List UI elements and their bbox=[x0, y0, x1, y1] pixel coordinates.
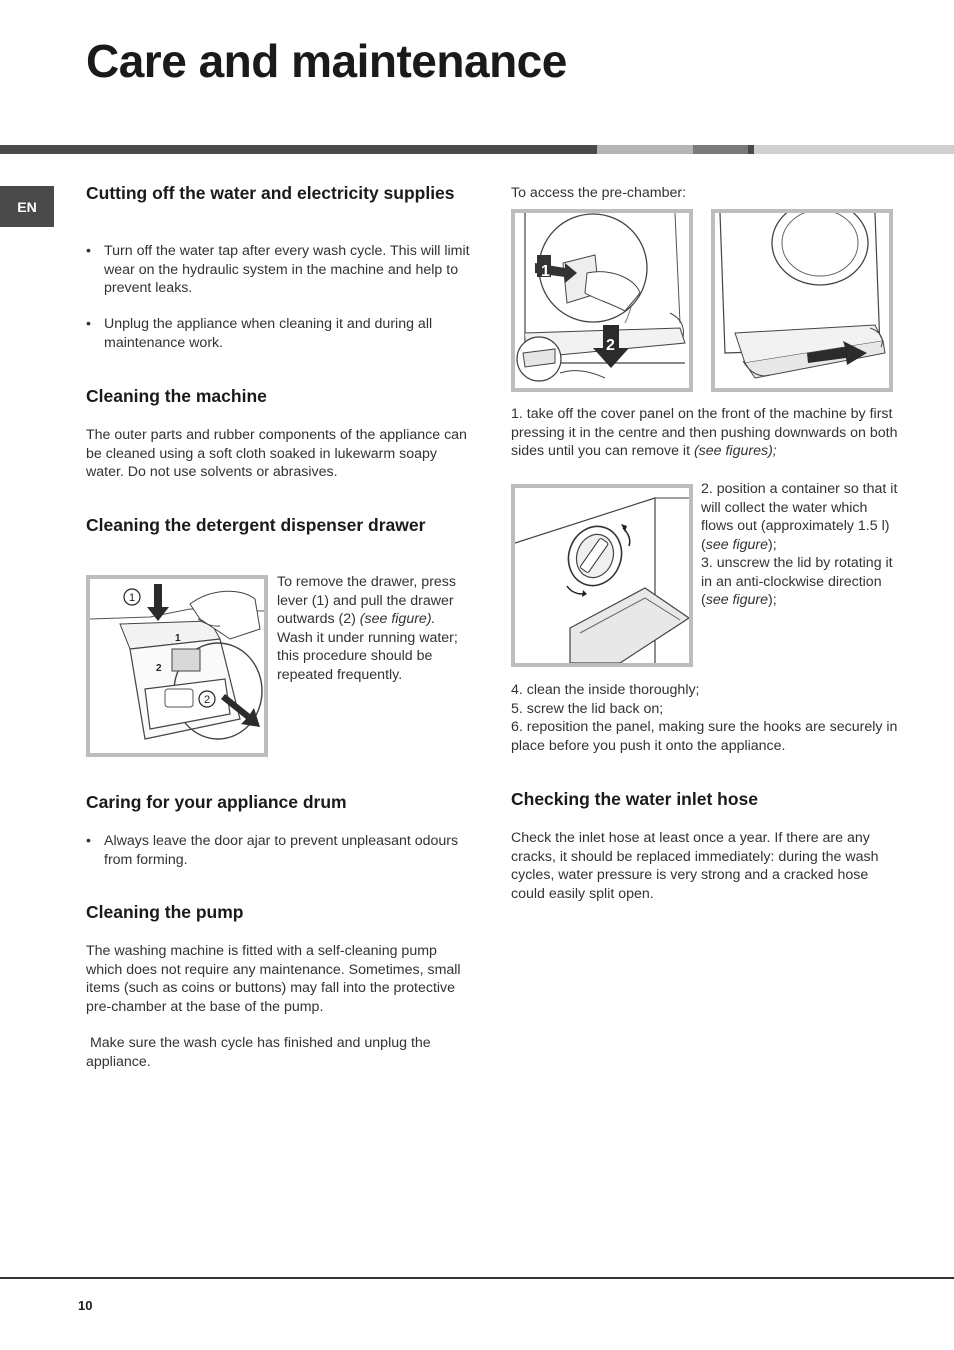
heading-drum: Caring for your appliance drum bbox=[86, 792, 347, 812]
step2-see-figure: see figure bbox=[705, 536, 769, 553]
detergent-drawer-illustration bbox=[90, 579, 264, 753]
text-detergent-drawer bbox=[277, 573, 472, 684]
bullet-unplug: • Unplug the appliance when cleaning it and during all maintenance work. bbox=[86, 315, 476, 352]
header-band-mid bbox=[597, 145, 693, 154]
step6-text: 6. reposition the panel, making sure the hooks are securely in place before you push it onto the appliance. bbox=[511, 719, 898, 754]
text-steps-4-6 bbox=[511, 681, 903, 755]
step2-end: ); bbox=[768, 536, 777, 553]
drawer-text-see-figure: (see figure). bbox=[359, 611, 436, 627]
text-prechamber-intro: To access the pre-chamber: bbox=[511, 185, 687, 201]
lever-label-1: 1 bbox=[175, 633, 181, 644]
page-number: 10 bbox=[78, 1298, 93, 1313]
callout-step-1: 1 bbox=[541, 263, 550, 280]
step2-text: 2. position a container so that it will collect the water which flows out (approximately 1.5 l) ( bbox=[701, 481, 898, 553]
header-band-darkmid bbox=[693, 145, 748, 154]
callout-2: 2 bbox=[203, 694, 211, 706]
step1-text: 1. take off the cover panel on the front of the machine by first pressing it in the centre and then pushing downwards on both sides until you can remove it bbox=[511, 406, 898, 459]
drawer-text-c: Wash it under running water; this procedure should be repeated frequently. bbox=[277, 629, 458, 683]
page-title: Care and maintenance bbox=[86, 35, 567, 87]
bullet-door-ajar: • Always leave the door ajar to prevent unpleasant odours from forming. bbox=[86, 832, 490, 869]
heading-pump: Cleaning the pump bbox=[86, 902, 244, 922]
heading-inlet-hose: Checking the water inlet hose bbox=[511, 789, 758, 809]
figure-cover-panel-press bbox=[511, 209, 693, 392]
header-band-light bbox=[754, 145, 954, 154]
callout-step-2: 2 bbox=[606, 337, 615, 354]
heading-cleaning-machine: Cleaning the machine bbox=[86, 386, 267, 406]
text-pump-1: The washing machine is fitted with a self-cleaning pump which does not require any maintenance. Sometimes, small items (such as coins or buttons) may fall into the protective pre-chamber at the base of the pump. bbox=[86, 943, 461, 1015]
step3-end: ); bbox=[768, 592, 777, 608]
figure-detergent-drawer bbox=[86, 575, 268, 757]
callout-1: 1 bbox=[128, 592, 136, 604]
step1-see-figures: (see figures); bbox=[693, 443, 777, 459]
heading-supplies: Cutting off the water and electricity supplies bbox=[86, 183, 455, 203]
text-pump-2: Make sure the wash cycle has finished and unplug the appliance. bbox=[86, 1035, 435, 1070]
heading-detergent-drawer: Cleaning the detergent dispenser drawer bbox=[86, 515, 426, 535]
step3-text: 3. unscrew the lid by rotating it in an anti-clockwise direction ( bbox=[701, 555, 893, 608]
figure-cover-panel-remove bbox=[711, 209, 893, 392]
lever-label-2: 2 bbox=[156, 663, 162, 674]
text-step-2 bbox=[701, 480, 901, 610]
step3-see-figure: see figure bbox=[705, 592, 769, 608]
cover-panel-press-illustration bbox=[515, 213, 689, 388]
footer-rule bbox=[0, 1277, 954, 1279]
pump-lid-illustration bbox=[515, 488, 689, 663]
header-band-dark bbox=[0, 145, 597, 154]
text-cleaning-machine: The outer parts and rubber components of the appliance can be cleaned using a soft cloth soaked in lukewarm soapy water. Do not use solvents or abrasives. bbox=[86, 427, 467, 480]
cover-panel-remove-illustration bbox=[715, 213, 889, 388]
step4-text: 4. clean the inside thoroughly; bbox=[511, 682, 700, 698]
drawer-text-a: To remove the drawer, press lever (1) and pull the drawer outwards (2) bbox=[277, 574, 456, 627]
text-inlet-hose: Check the inlet hose at least once a year. If there are any cracks, it should be replaced immediately: during the wash cycles, water pressure is very strong and a cracked hose could easily split open. bbox=[511, 830, 879, 902]
language-tab: EN bbox=[0, 186, 54, 227]
text-step-1 bbox=[511, 405, 901, 461]
step5-text: 5. screw the lid back on; bbox=[511, 700, 664, 717]
figure-pump-lid bbox=[511, 484, 693, 667]
bullet-water-tap: • Turn off the water tap after every wash cycle. This will limit wear on the hydraulic system in the machine and help to prevent leaks. bbox=[86, 242, 476, 298]
